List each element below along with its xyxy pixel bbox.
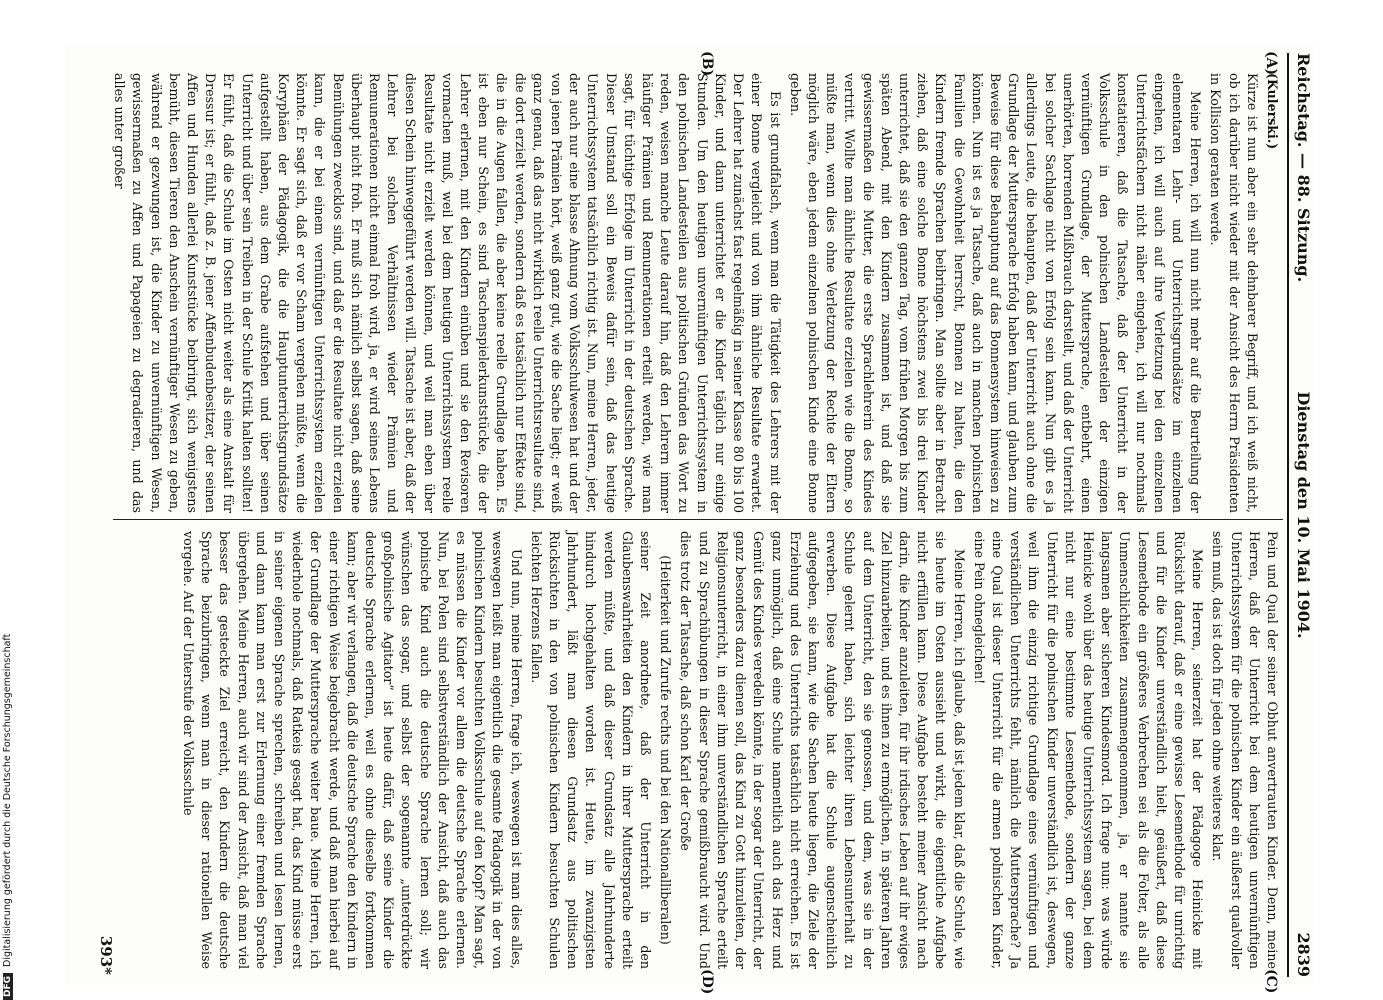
interjection: (Heiterkeit und Zurufe rechts und bei den Nationalliberalen)	[658, 555, 674, 945]
paragraph: Kürze ist nun aber ein sehr dehnbarer Begriff, und ich weiß nicht, ob ich darüber nicht wieder mit der Ansicht des Herrn Präsidenten in Kollision geraten werde.	[1208, 73, 1260, 513]
funding-note	[2, 600, 16, 1000]
paragraph: Es ist grundfalsch, wenn man die Tätigkeit des Lehrers mit der einer Bonne vergleicht und von ihm ähnliche Resultate erwartet. Der Lehrer hat zunächst fast regelmäßig in seiner Klasse 80 bis 100 Kinder, und dann unterrichtet er die Kinder täglich nur einige Stunden. Um den heutigen unvernünftigen Unterrichtssystem in den polnischen Landesteilen aus politischen Gründen das Wort zu reden, weisen manche Leute darauf hin, daß den Lehrern immer häufiger Prämien und Remunerationen erteilt werden, wie man sagt, für tüchtige Erfolge im Unterricht in der deutschen Sprache. Dieser Umstand soll ein Beweis dafür sein, daß das heutige Unterrichtssystem tatsächlich richtig ist. Nun, meine Herren, jeder, der auch nur eine blasse Ahnung vom Volksschulwesen hat und der von jenen Prämien hört, weiß ganz gut, wie die Sache liegt; er weiß ganz genau, daß das nicht wirklich reelle Unterrichtsresultate sind, die dort erzielt werden, sondern daß es tatsächlich nur Effekte sind, die in die Augen fallen, die aber keine reelle Grundlage haben. Es ist eben nur Schein, es sind Taschenspielerkunststücke, die der Lehrer erlernen, mit den Kindern einüben und sie den Revisoren vormachen muß, weil bei dem heutigen Unterrichtssystem reelle Resultate nicht erzielt werden können, und weil man eben über diesen Schein hinweggeführt werden will. Tatsache ist aber, daß der Lehrer bei solchen Verhältnissen wieder Prämien und Remunerationen nicht einmal froh wird, ja, er wird seines Lebens überhaupt nicht froh. Er muß sich nämlich selbst sagen, daß seine Bemühungen zwecklos sind, und daß er die Resultate nicht erzielen kann, die er bei einem vernünftigen Unterrichtssystem erzielen könnte. Er sagt sich, daß er vor Scham vergehen müßte, wenn die Koryphäen der Pädagogik, die die Hauptunterrichtsgrundsätze aufgestellt haben, aus dem Grabe aufstehen und über seinen Unterricht und über sein Treiben in der Schule Kritik halten sollten! Er fühlt, daß die Schule im Osten nicht weiter als eine Anstalt für Dressur ist; er fühlt, daß z. B. jener Affenbudenbesitzer, der seinen Affen und Hunden allerlei Kunststücke beibringt, sich wenigstens bemüht, diesen Tieren den Anschein vernünftiger Wesen zu geben, während er gezwungen ist, die Kinder zu unvernünftigen Wesen, gewissermaßen zu Affen und Papageien zu degradieren, und das alles unter großer	[112, 73, 783, 513]
page-number: 2839	[1294, 932, 1313, 977]
page-header	[1287, 53, 1315, 977]
text-column-left	[108, 73, 1281, 513]
column-divider	[113, 519, 1283, 520]
funding-note-text: Digitalisierung gefördert durch die Deutsche Forschungsgemeinschaft	[2, 633, 13, 967]
margin-letter-b: (B)	[699, 51, 715, 77]
paragraph: Pein und Qual der seiner Obhut anvertrauten Kinder. Denn, meine Herren, daß der Unterricht bei dem heutigen unvernünftigen Unterrichtssystem für die polnischen Kinder ein äußerst qualvoller sein muß, das ist doch für jeden ohne weiteres klar.	[1210, 531, 1280, 969]
paragraph: Meine Herren, ich glaube, daß ist jedem klar, daß die Schule, wie sie heute im Osten aussieht und wirkt, die eigentliche Aufgabe nicht erfüllen kann. Diese Aufgabe besteht meiner Ansicht nach darin, die Kinder anzuleiten, für ihr irdisches Leben auf ihr ewiges Ziel hinzuarbeiten, und es ihnen zu ermöglichen, in späteren Jahren auf dem Unterricht, den sie genossen, und dem, was sie in der Schule gelernt haben, sich leichter ihren Lebensunterhalt zu erwerben. Diese Aufgabe hat die Schule augenscheinlich aufgegeben, sie kann, wie die Sachen heute liegen, die Ziele der Erziehung und des Unterrichts tatsächlich nicht erreichen. Es ist ganz unmöglich, daß eine Schule namentlich auch das Herz und Gemüt des Kindes veredeln könnte, in der sogar der Unterricht, der ganz besonders dazu dienen soll, das Kind zu Gott hinzuleiten, der Religionsunterricht, in einer ihm unverständlichen Sprache erteilt und zu Sprachübungen in dieser Sprache gemißbraucht wird. Und dies trotz der Tatsache, daß schon Karl der Große	[678, 531, 967, 969]
header-left: Reichstag. — 88. Sitzung.	[1294, 53, 1313, 283]
paragraph: Und nun, meine Herren, frage ich, weswegen ist man dies alles, weswegen heißt man eigentlich die gesamte Pädagogik in der von polnischen Kindern besuchten Volksschule auf den Kopf? Man sagt, es müssen die Kinder vor allem die deutsche Sprache erlernen. Nun, bei Polen sind selbstverständlich der Ansicht, daß auch das polnische Kind auch die deutsche Sprache lernen soll; wir wünschen das sogar, und selbst der sogenannte „unterdrückte großpolnische Agitator“ ist heute dafür, daß seine Kinder die deutsche Sprache erlernen, weil es ohne dieselbe fortkommen kann; aber wir verlangen, daß die deutsche Sprache den Kindern in einer richtigen Weise beigebracht werde, und daß man hierbei auf der Grundlage der Muttersprache weiter baue. Meine Herren, ich wiederhole nochmals, daß Ratkeis gesagt hat, das Kind müsse erst in seiner eigenen Sprache sprechen, schreiben und lesen lernen, und dann kann man erst zur Erlernung einer fremden Sprache übergehen. Meine Herren, auch wir sind der Ansicht, daß man viel besser das gesteckte Ziel erreicht, den Kindern die deutsche Sprache beizubringen, wenn man in dieser rationellen Weise vorgehe. Auf der Unterstufe der Volksschule	[181, 531, 524, 969]
speaker-name: (Kulerski.)	[1265, 73, 1280, 150]
header-center: Dienstag den 10. Mai 1904.	[1294, 391, 1313, 639]
paragraph: Meine Herren, ich will nun nicht mehr auf die Beurteilung der elementaren Lehr- und Unterrichtsgrundsätze im einzelnen eingehen, ich will auch auf ihre Verletzung bei den einzelnen Unterrichtsfächern nicht näher eingehen, ich will nur nochmals konstatieren, daß die Tatsache, daß der Unterricht in der Volksschule in den polnischen Landesteilen der einzigen vernünftigen Grundlage, der Muttersprache, entbehrt, einen unerhörten, horrenden Mißbrauch darstellt, und daß der Unterricht bei solcher Sachlage nicht von Erfolg sein kann. Nun gibt es ja allerdings Leute, die behaupten, daß der Unterricht auch ohne die Grundlage der Muttersprache Erfolg haben kann, und glauben zum Beweise für diese Behauptung auf das Bonnensystem hinweisen zu können. Nun ist es ja Tatsache, daß auch in manchen polnischen Familien die Gewohnheit herrscht, Bonnen zu halten, die den Kindern fremde Sprachen beibringen. Man sollte aber in Betracht ziehen, daß eine solche Bonne höchstens zwei bis drei Kinder unterrichtet, daß sie den ganzen Tag, vom frühen Morgen bis zum späten Abend, mit den Kindern zusammen ist, und daß sie gewissermaßen die Mutter, die erste Sprachlehrerin des Kindes vertritt. Wollte man ähnliche Resultate erzielen wie die Bonne, so müßte man, wenn dies ohne Verletzung der Rechte der Eltern möglich wäre, eben jedem einzelnen polnischen Kinde eine Bonne geben.	[787, 73, 1204, 513]
scanned-page	[65, 45, 1315, 995]
paragraph: Meine Herren, seinerzeit hat der Pädagoge Heinicke mit Rücksicht darauf, daß er eine gewisse Lesemethode für unrichtig und für die Kinder unverständlich hielt, geäußert, daß diese Lesemethode ein größeres Verbrechen sei als die Folter, als alle Unmenschlichkeiten zusammengenommen, ja, er nannte sie langsamen aber sicheren Kindesmord. Ich frage nun: was würde Heinicke wohl über das heutige Unterrichtssystem sagen, bei dem nicht nur eine bestimmte Lesemethode, sondern der ganze Unterricht für die polnischen Kinder unverständlich ist, deswegen, weil ihm die einzig richtige Grundlage eines vernünftigen und verständlichen Unterrichts fehlt, nämlich die Muttersprache? Ja eine Qual ist dieser Unterricht für die armen polnischen Kinder, eine Pein ohnegleichen!	[971, 531, 1206, 969]
text-column-right	[177, 531, 1281, 969]
dfg-logo: DFG	[3, 973, 13, 1000]
margin-letter-d: (D)	[699, 969, 715, 995]
margin-letter-a: (A)	[1263, 51, 1279, 76]
paragraph: seiner Zeit anordnete, daß der Unterricht in den Glaubenswahrheiten den Kindern in ihrer Muttersprache erteilt werden müßte, und daß dieser Grundsatz alle Jahrhunderte hindurch hochgehalten worden ist. Heute, im zwanzigsten Jahrhundert, läßt man diesen Grundsatz aus politischen Rücksichten in den von polnischen Kindern besuchten Schulen leichten Herzens fallen.	[528, 531, 654, 969]
signature-mark: 393*	[97, 935, 115, 975]
margin-letter-c: (C)	[1263, 969, 1279, 994]
